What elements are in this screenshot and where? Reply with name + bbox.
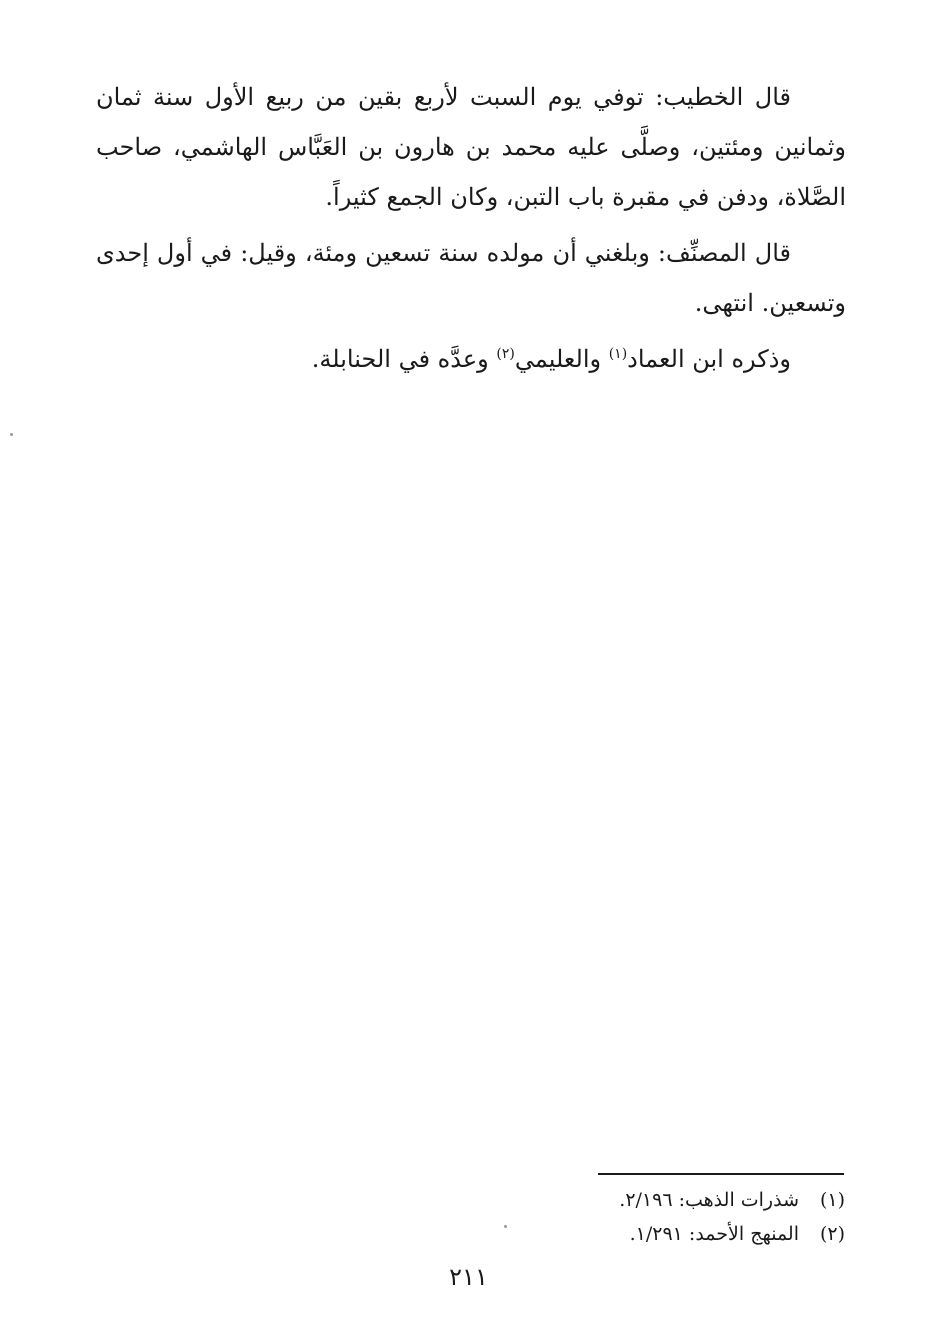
- main-text: [96, 72, 846, 390]
- paragraph-text: والعليمي: [514, 345, 609, 373]
- scan-speck: [504, 1225, 507, 1228]
- paragraph-text: وذكره ابن العماد: [627, 345, 791, 373]
- footnotes: [500, 1183, 845, 1251]
- footnote-text: شذرات الذهب: ٢/١٩٦.: [619, 1189, 799, 1211]
- page-number: ٢١١: [449, 1263, 488, 1291]
- footnote: [500, 1217, 845, 1251]
- footnote-reference: (٢): [496, 346, 515, 362]
- footnote-number: (١): [819, 1189, 845, 1211]
- scan-speck: [10, 433, 13, 436]
- paragraph: [96, 334, 846, 384]
- paragraph: قال الخطيب: توفي يوم السبت لأربع بقين من ربيع الأول سنة ثمان وثمانين ومئتين، وصلَّى عليه محمد بن هارون بن العَبَّاس الهاشمي، صاحب الصَّلاة، ودفن في مقبرة باب التبن، وكان الجمع كثيراً.: [96, 83, 846, 211]
- paragraph: قال المصنِّف: وبلغني أن مولده سنة تسعين ومئة، وقيل: في أول إحدى وتسعين. انتهى.: [96, 239, 846, 317]
- footnote-number: (٢): [819, 1223, 845, 1245]
- footnote-divider: [598, 1173, 844, 1175]
- paragraph-text: وعدَّه في الحنابلة.: [311, 345, 497, 373]
- footnote-reference: (١): [608, 346, 628, 362]
- footnote-text: المنهج الأحمد: ١/٢٩١.: [629, 1223, 799, 1245]
- footnote: [500, 1183, 845, 1217]
